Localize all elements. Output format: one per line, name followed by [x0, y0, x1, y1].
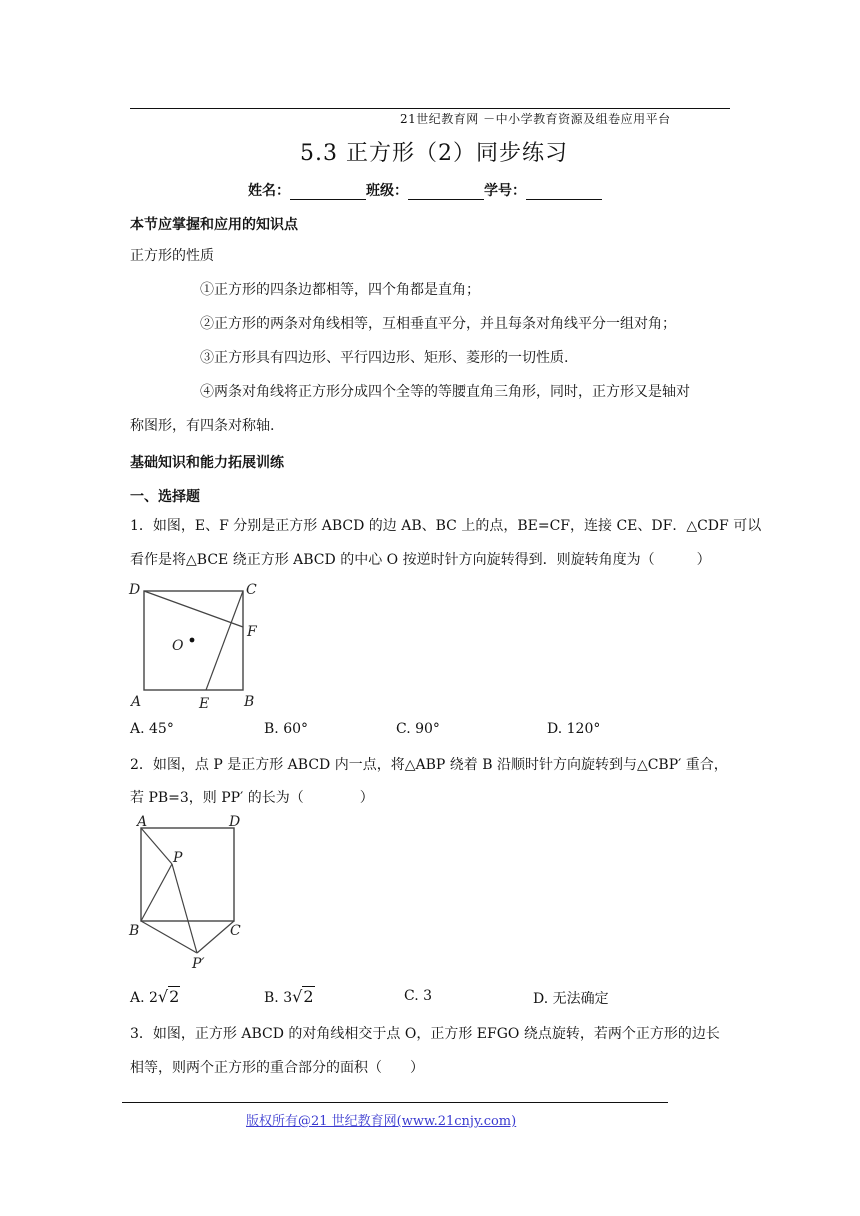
header-rule [130, 108, 730, 109]
q1-line-ce [206, 591, 243, 690]
knowledge-point-4-line2: 称图形，有四条对称轴. [130, 418, 275, 434]
q1-line-df [144, 591, 243, 627]
q2-option-b-text: B. 3 [264, 990, 293, 1006]
section-heading: 基础知识和能力拓展训练 [130, 455, 284, 471]
q2-option-a-text: A. 2 [130, 990, 158, 1006]
footer-copyright-link[interactable]: 版权所有@21 世纪教育网(www.21cnjy.com) [246, 1114, 517, 1129]
knowledge-point-2: ②正方形的两条对角线相等，互相垂直平分，并且每条对角线平分一组对角； [200, 316, 676, 332]
q2-line-pp2 [172, 864, 197, 953]
q1-label-o: O [172, 638, 184, 654]
student-info [248, 180, 602, 200]
q2-line-ap [141, 828, 172, 864]
q1-label-c: C [246, 582, 257, 598]
q2-figure [125, 811, 255, 971]
q2-square [141, 828, 234, 921]
q1-option-d[interactable]: D. 120° [547, 721, 601, 737]
id-blank[interactable] [526, 185, 602, 200]
q2-line-bp2 [141, 921, 197, 953]
sqrt-symbol: √2 [292, 987, 314, 1006]
q2-line1: 2．如图，点 P 是正方形 ABCD 内一点，将△ABP 绕着 B 沿顺时针方向旋转到与△CBP′ 重合， [130, 757, 728, 773]
header-note: 21世纪教育网 －中小学教育资源及组卷应用平台 [400, 112, 671, 126]
name-blank[interactable] [290, 185, 366, 200]
q1-option-a[interactable]: A. 45° [130, 721, 174, 737]
q3-line1: 3．如图，正方形 ABCD 的对角线相交于点 O，正方形 EFGO 绕点旋转，若两个正方形的边长 [130, 1026, 720, 1042]
q1-label-a: A [131, 694, 142, 710]
q2-label-c: C [230, 923, 241, 939]
q1-option-b[interactable]: B. 60° [264, 721, 309, 737]
knowledge-point-4-line1: ④两条对角线将正方形分成四个全等的等腰直角三角形，同时，正方形又是轴对 [200, 384, 690, 400]
q2-option-a[interactable] [130, 987, 180, 1006]
q2-line2: 若 PB=3，则 PP′ 的长为（ ） [130, 790, 374, 806]
footer-rule [122, 1102, 668, 1103]
q1-label-f: F [247, 624, 257, 640]
q2-label-d: D [229, 814, 241, 830]
q2-option-a-radicand: 2 [169, 987, 180, 1006]
q2-option-d[interactable]: D. 无法确定 [533, 991, 609, 1007]
q1-option-c[interactable]: C. 90° [396, 721, 440, 737]
q2-label-p-prime: P′ [192, 956, 205, 971]
id-label: 学号： [484, 183, 526, 199]
q1-line1: 1．如图，E、F 分别是正方形 ABCD 的边 AB、BC 上的点，BE=CF，连接 CE、DF．△CDF 可以 [130, 518, 762, 534]
q2-option-c[interactable]: C. 3 [404, 988, 433, 1004]
q2-label-p: P [173, 850, 183, 866]
q1-label-b: B [244, 694, 255, 710]
knowledge-point-1: ①正方形的四条边都相等，四个角都是直角； [200, 282, 480, 298]
q1-label-d: D [129, 582, 141, 598]
q2-option-b-radicand: 2 [303, 987, 314, 1006]
name-label: 姓名： [248, 183, 290, 199]
q2-label-a: A [137, 814, 148, 830]
class-label: 班级： [366, 183, 408, 199]
q1-label-e: E [199, 696, 210, 712]
q2-option-b[interactable] [264, 987, 315, 1006]
q3-line2: 相等，则两个正方形的重合部分的面积（ ） [130, 1060, 424, 1076]
knowledge-subheading: 正方形的性质 [130, 248, 214, 264]
q1-figure [125, 578, 270, 713]
knowledge-heading: 本节应掌握和应用的知识点 [130, 217, 298, 233]
q2-line-bp [141, 864, 172, 921]
q2-label-b: B [129, 923, 140, 939]
q2-line-cp2 [197, 921, 234, 953]
sqrt-symbol: √2 [157, 987, 180, 1006]
q1-line2: 看作是将△BCE 绕正方形 ABCD 的中心 O 按逆时针方向旋转得到．则旋转角度为（ ） [130, 552, 711, 568]
class-blank[interactable] [408, 185, 484, 200]
knowledge-point-3: ③正方形具有四边形、平行四边形、矩形、菱形的一切性质. [200, 350, 569, 366]
part-heading: 一、选择题 [130, 489, 200, 505]
page-title: 5.3 正方形（2）同步练习 [300, 141, 568, 166]
q1-center-point [190, 638, 195, 643]
